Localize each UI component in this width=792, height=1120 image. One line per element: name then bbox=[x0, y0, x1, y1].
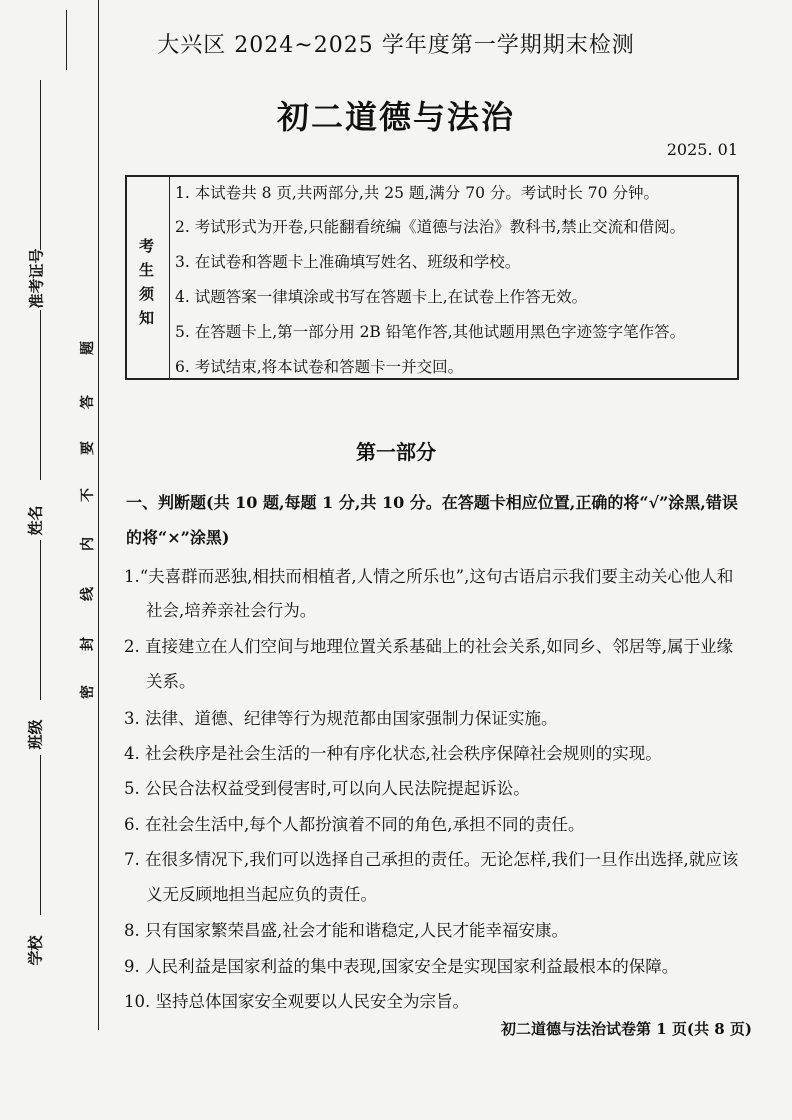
notice-heading-char: 考 bbox=[139, 237, 155, 255]
seal-char: 封 bbox=[80, 637, 96, 651]
question-2: 2. 直接建立在人们空间与地理位置关系基础上的社会关系,如同乡、邻居等,属于业缘 bbox=[124, 637, 733, 656]
notice-heading-char: 知 bbox=[139, 309, 155, 327]
seal-char: 题 bbox=[80, 341, 96, 355]
notice-heading-char: 生 bbox=[139, 261, 155, 279]
question-9: 9. 人民利益是国家利益的集中表现,国家安全是实现国家利益最根本的保障。 bbox=[124, 957, 679, 976]
question-5: 5. 公民合法权益受到侵害时,可以向人民法院提起诉讼。 bbox=[124, 779, 530, 798]
question-8: 8. 只有国家繁荣昌盛,社会才能和谐稳定,人民才能幸福安康。 bbox=[124, 921, 568, 940]
question-2-cont: 关系。 bbox=[146, 672, 196, 691]
notice-item: 1. 本试卷共 8 页,共两部分,共 25 题,满分 70 分。考试时长 70 分钟。 bbox=[175, 184, 659, 202]
school-label: 学校 bbox=[26, 935, 45, 966]
notice-heading-char: 须 bbox=[139, 285, 155, 303]
question-1: 1.“夫喜群而恶独,相扶而相植者,人情之所乐也”,这句古语启示我们要主动关心他人和 bbox=[124, 567, 734, 586]
question-10: 10. 坚持总体国家安全观要以人民安全为宗旨。 bbox=[124, 992, 469, 1011]
binding-line bbox=[98, 0, 99, 1030]
name-blank bbox=[40, 540, 41, 700]
binding-margin bbox=[0, 0, 100, 1120]
subject-title: 初二道德与法治 bbox=[276, 98, 515, 136]
seal-char: 内 bbox=[80, 537, 96, 551]
exam-id-label: 准考证号 bbox=[27, 248, 46, 309]
question-4: 4. 社会秩序是社会生活的一种有序化状态,社会秩序保障社会规则的实现。 bbox=[124, 744, 662, 763]
candidate-notice-box bbox=[125, 175, 739, 380]
notice-item: 2. 考试形式为开卷,只能翻看统编《道德与法治》教科书,禁止交流和借阅。 bbox=[175, 218, 686, 236]
class-label: 班级 bbox=[26, 719, 45, 750]
part-one-title: 第一部分 bbox=[356, 440, 436, 464]
section-instructions-cont: 的将“×”涂黑) bbox=[126, 528, 230, 547]
question-6: 6. 在社会生活中,每个人都扮演着不同的角色,承担不同的责任。 bbox=[124, 815, 585, 834]
exam-date: 2025. 01 bbox=[666, 140, 738, 159]
class-blank bbox=[40, 755, 41, 915]
seal-char: 答 bbox=[80, 395, 96, 409]
question-1-cont: 社会,培养亲社会行为。 bbox=[146, 601, 317, 620]
notice-heading bbox=[127, 177, 170, 378]
page-footer: 初二道德与法治试卷第 1 页(共 8 页) bbox=[501, 1020, 752, 1038]
notice-item: 6. 考试结束,将本试卷和答题卡一并交回。 bbox=[175, 358, 464, 376]
section-instructions: 一、判断题(共 10 题,每题 1 分,共 10 分。在答题卡相应位置,正确的将“√”涂黑,错误 bbox=[126, 493, 738, 512]
name-label: 姓名 bbox=[26, 505, 45, 536]
question-7: 7. 在很多情况下,我们可以选择自己承担的责任。无论怎样,我们一旦作出选择,就应该 bbox=[124, 850, 739, 869]
notice-item: 5. 在答题卡上,第一部分用 2B 铅笔作答,其他试题用黑色字迹签字笔作答。 bbox=[175, 323, 686, 341]
question-7-cont: 义无反顾地担当起应负的责任。 bbox=[146, 885, 377, 904]
notice-item: 3. 在试卷和答题卡上准确填写姓名、班级和学校。 bbox=[175, 253, 521, 271]
seal-char: 不 bbox=[80, 488, 96, 502]
notice-item: 4. 试题答案一律填涂或书写在答题卡上,在试卷上作答无效。 bbox=[175, 288, 588, 306]
seal-char: 线 bbox=[80, 587, 96, 601]
exam-title: 大兴区 2024~2025 学年度第一学期期末检测 bbox=[157, 33, 635, 58]
question-3: 3. 法律、道德、纪律等行为规范都由国家强制力保证实施。 bbox=[124, 709, 558, 728]
seal-char: 密 bbox=[80, 685, 96, 699]
seal-char: 要 bbox=[80, 441, 96, 455]
